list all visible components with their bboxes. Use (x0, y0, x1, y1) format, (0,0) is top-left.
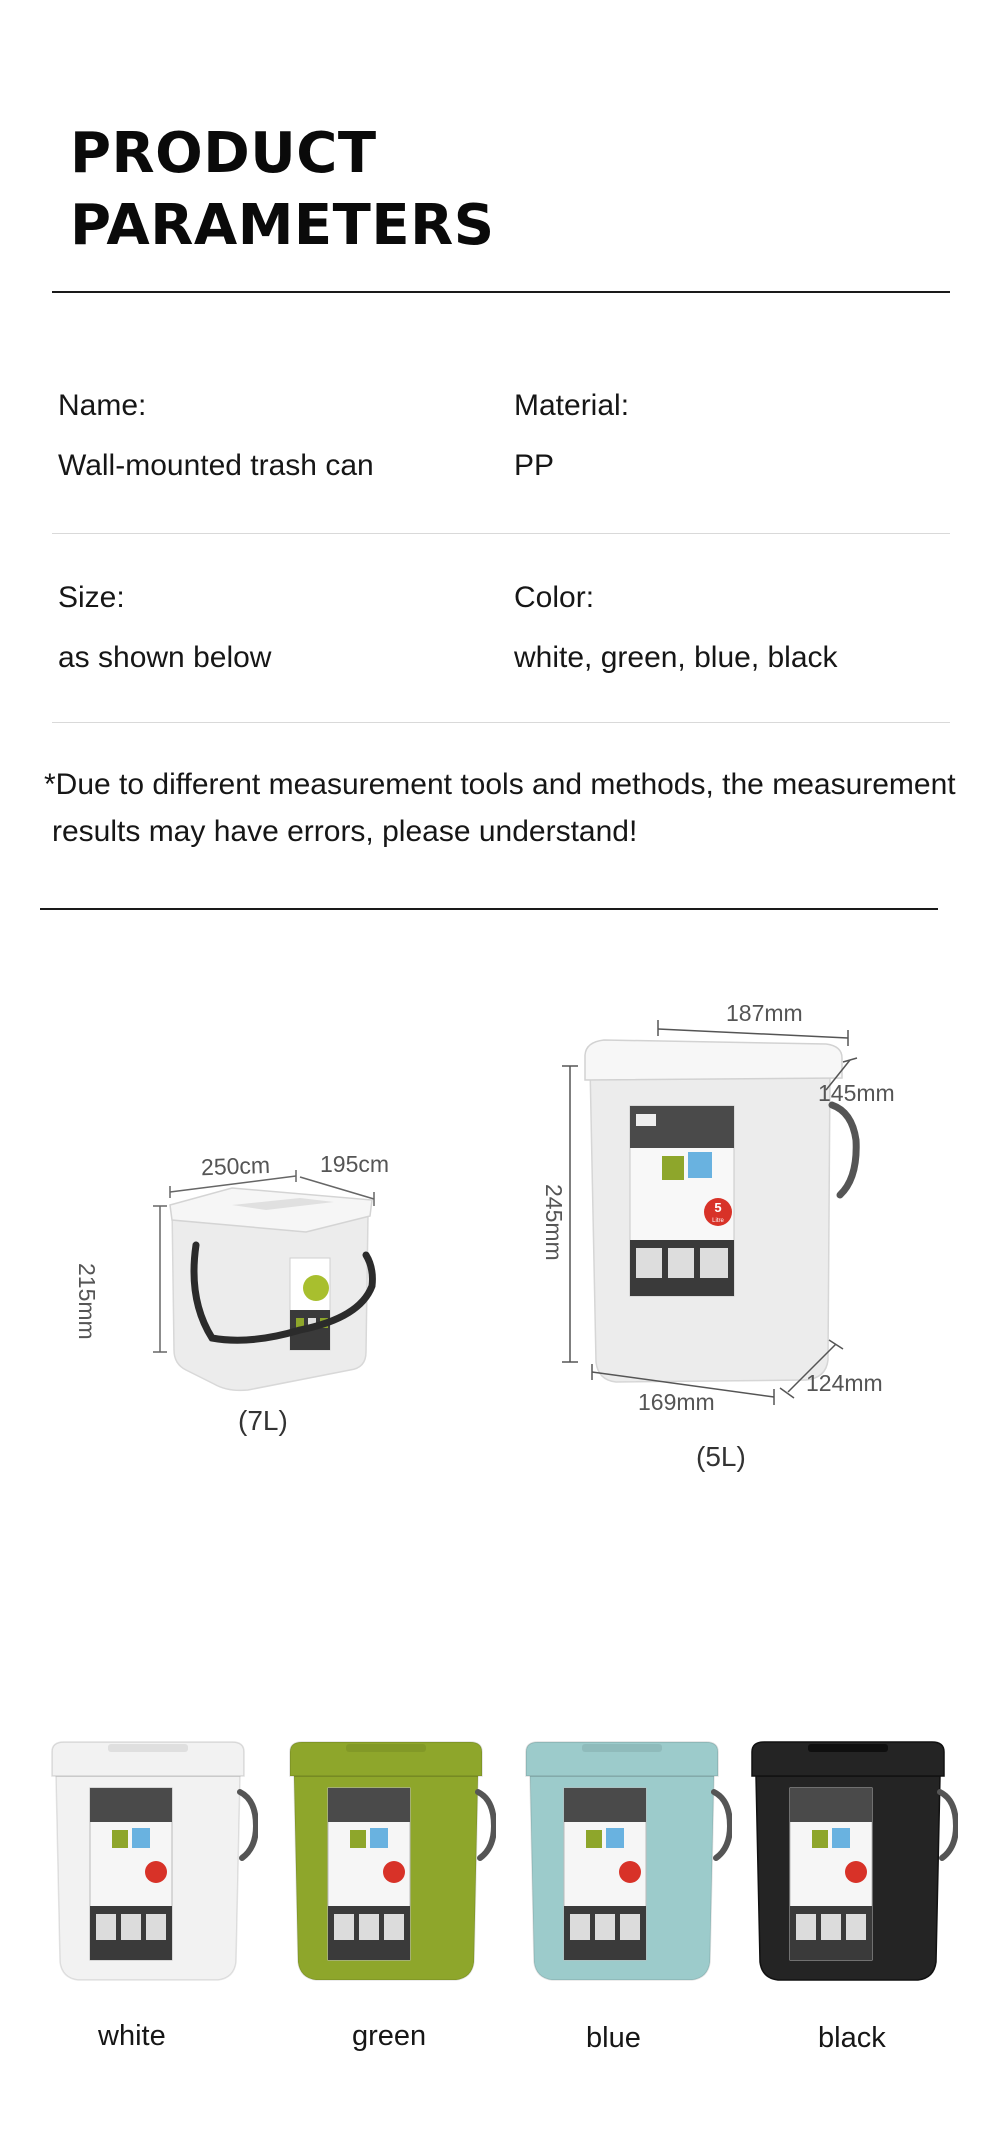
bin-variant-white (38, 1730, 258, 2000)
package-blue-bin-image (132, 1828, 150, 1848)
large-top-width-label: 187mm (726, 1000, 803, 1026)
material-value: PP (514, 449, 555, 482)
package-green-bin-image (350, 1830, 366, 1848)
large-bin-lid (585, 1040, 842, 1080)
large-top-depth-label: 145mm (818, 1080, 895, 1106)
title-line-1: PRODUCT (70, 121, 377, 186)
package-thumbnail (846, 1914, 866, 1940)
package-label-header (90, 1788, 172, 1822)
handle-icon (478, 1792, 494, 1858)
package-thumbnail (796, 1914, 816, 1940)
package-thumbnail (384, 1914, 404, 1940)
capacity-badge (845, 1861, 867, 1883)
package-blue-bin-image (606, 1828, 624, 1848)
color-label: Color: (514, 581, 595, 614)
handle-icon (240, 1792, 256, 1858)
package-thumbnail (359, 1914, 379, 1940)
color-variants-row (0, 1720, 1000, 2070)
small-depth-label: 195cm (320, 1151, 390, 1177)
color-value: white, green, blue, black (514, 641, 838, 674)
bin-lid-slot (808, 1744, 888, 1752)
package-thumbnail (570, 1914, 590, 1940)
size-value: as shown below (58, 641, 272, 674)
package-thumbnail (334, 1914, 354, 1940)
color-name-green: green (352, 2020, 427, 2052)
package-label-header (328, 1788, 410, 1822)
handle-icon (714, 1792, 730, 1858)
package-green-bin-image (586, 1830, 602, 1848)
package-label-header (564, 1788, 646, 1822)
measurement-note-line-1: *Due to different measurement tools and methods, the measurement (44, 768, 956, 801)
small-capacity-label: (7L) (238, 1405, 288, 1436)
large-bottom-width-label: 169mm (638, 1389, 715, 1415)
name-value: Wall-mounted trash can (58, 449, 374, 482)
package-thumbnail (595, 1914, 615, 1940)
color-name-black: black (818, 2022, 886, 2054)
bin-variant-blue (512, 1730, 732, 2000)
package-blue-bin-image (832, 1828, 850, 1848)
large-bin-handle-icon (832, 1105, 856, 1195)
title-line-2: PARAMETERS (70, 193, 495, 258)
capacity-badge (619, 1861, 641, 1883)
package-green-bin-image (812, 1830, 828, 1848)
package-label-header (790, 1788, 872, 1822)
bin-lid-slot (108, 1744, 188, 1752)
package-blue-bin-image (370, 1828, 388, 1848)
package-green-bin-image (112, 1830, 128, 1848)
small-width-label: 250cm (200, 1151, 271, 1181)
large-top-width-dim-line (658, 1029, 848, 1038)
package-thumbnail (146, 1914, 166, 1940)
bin-variant-green (276, 1730, 496, 2000)
handle-icon (940, 1792, 956, 1858)
large-height-label: 245mm (541, 1184, 567, 1261)
capacity-badge (383, 1861, 405, 1883)
large-bottom-depth-label: 124mm (806, 1370, 883, 1396)
large-bin-capacity-badge-unit: Litre (712, 1218, 724, 1224)
package-thumbnail (96, 1914, 116, 1940)
capacity-badge (145, 1861, 167, 1883)
size-label: Size: (58, 581, 125, 614)
measurement-note-line-2: results may have errors, please understand! (52, 815, 638, 848)
large-bin-capacity-badge-number: 5 (714, 1200, 722, 1215)
bin-lid-slot (582, 1744, 662, 1752)
small-height-label: 215mm (74, 1263, 100, 1340)
large-capacity-label: (5L) (696, 1441, 746, 1472)
package-thumbnail (821, 1914, 841, 1940)
package-thumbnail (620, 1914, 640, 1940)
package-thumbnail (121, 1914, 141, 1940)
bin-lid-slot (346, 1744, 426, 1752)
color-name-white: white (98, 2020, 166, 2052)
bin-variant-black (738, 1730, 958, 2000)
color-name-blue: blue (586, 2022, 641, 2054)
material-label: Material: (514, 389, 630, 422)
name-label: Name: (58, 389, 147, 422)
